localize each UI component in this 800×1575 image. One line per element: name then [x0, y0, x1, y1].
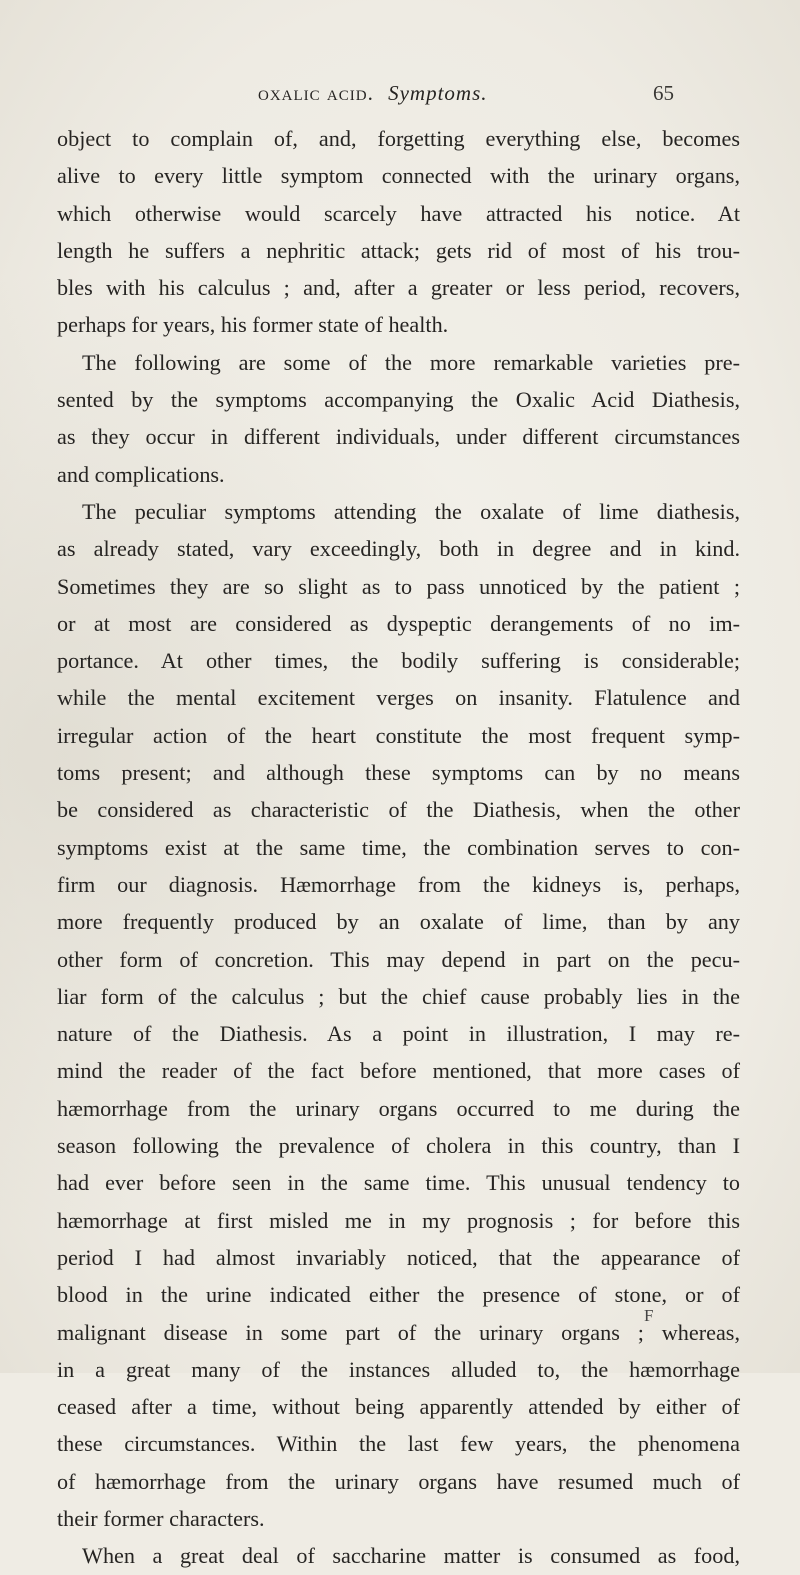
text-line: The following are some of the more remarkable varieties pre- [82, 349, 740, 375]
text-line: which otherwise would scarcely have attracted his notice. At [57, 200, 740, 226]
text-line: symptoms exist at the same time, the combination serves to con- [57, 834, 740, 860]
text-line: be considered as characteristic of the Diathesis, when the other [57, 797, 740, 823]
text-line: as already stated, vary exceedingly, both in degree and in kind. [57, 536, 740, 562]
text-line: toms present; and although these symptoms can by no means [57, 760, 740, 786]
text-line: or at most are considered as dyspeptic derangements of no im- [57, 610, 740, 636]
text-line: mind the reader of the fact before mentioned, that more cases of [57, 1058, 740, 1084]
text-line: firm our diagnosis. Hæmorrhage from the kidneys is, perhaps, [57, 871, 740, 897]
text-line: irregular action of the heart constitute the most frequent symp- [57, 722, 740, 748]
text-line: blood in the urine indicated either the presence of stone, or of [57, 1282, 740, 1308]
text-line: other form of concretion. This may depend in part on the pecu- [57, 946, 740, 972]
page-number: 65 [653, 81, 674, 105]
signature-mark: F [644, 1306, 654, 1325]
text-line: ceased after a time, without being apparently attended by either of [57, 1394, 740, 1420]
text-line: in a great many of the instances alluded to, the hæmorrhage [57, 1356, 740, 1382]
body-text [57, 120, 740, 1575]
text-line: hæmorrhage at first misled me in my prognosis ; for before this [57, 1207, 740, 1233]
text-line: malignant disease in some part of the urinary organs ; whereas, [57, 1319, 740, 1345]
text-line: these circumstances. Within the last few years, the phenomena [57, 1431, 740, 1457]
text-line: Sometimes they are so slight as to pass unnoticed by the patient ; [57, 573, 740, 599]
text-line: their former characters. [57, 1505, 265, 1531]
text-line: alive to every little symptom connected with the urinary organs, [57, 163, 740, 189]
text-line: perhaps for years, his former state of health. [57, 312, 449, 338]
text-line: The peculiar symptoms attending the oxalate of lime diathesis, [82, 498, 740, 524]
text-line: nature of the Diathesis. As a point in illustration, I may re- [57, 1021, 740, 1047]
text-line: hæmorrhage from the urinary organs occurred to me during the [57, 1095, 740, 1121]
running-title: oxalic acid. [258, 81, 374, 105]
text-line: liar form of the calculus ; but the chief cause probably lies in the [57, 983, 740, 1009]
text-line: length he suffers a nephritic attack; gets rid of most of his trou- [57, 237, 740, 263]
text-line: object to complain of, and, forgetting everything else, becomes [57, 126, 740, 151]
text-line: When a great deal of saccharine matter is consumed as food, [82, 1543, 740, 1569]
running-head [258, 81, 488, 106]
text-line: season following the prevalence of cholera in this country, than I [57, 1133, 740, 1159]
page-header [0, 81, 800, 111]
text-line: while the mental excitement verges on insanity. Flatulence and [57, 685, 740, 711]
text-line: and complications. [57, 461, 225, 487]
text-line: sented by the symptoms accompanying the Oxalic Acid Diathesis, [57, 387, 740, 413]
text-line: as they occur in different individuals, under different circumstances [57, 424, 740, 450]
text-line: portance. At other times, the bodily suffering is considerable; [57, 648, 740, 674]
text-line: bles with his calculus ; and, after a greater or less period, recovers, [57, 275, 740, 301]
text-line: had ever before seen in the same time. This unusual tendency to [57, 1170, 740, 1196]
running-subtitle: Symptoms. [388, 81, 488, 105]
text-line: more frequently produced by an oxalate of lime, than by any [57, 909, 740, 935]
text-line: of hæmorrhage from the urinary organs have resumed much of [57, 1468, 740, 1494]
text-line: period I had almost invariably noticed, that the appearance of [57, 1244, 740, 1270]
